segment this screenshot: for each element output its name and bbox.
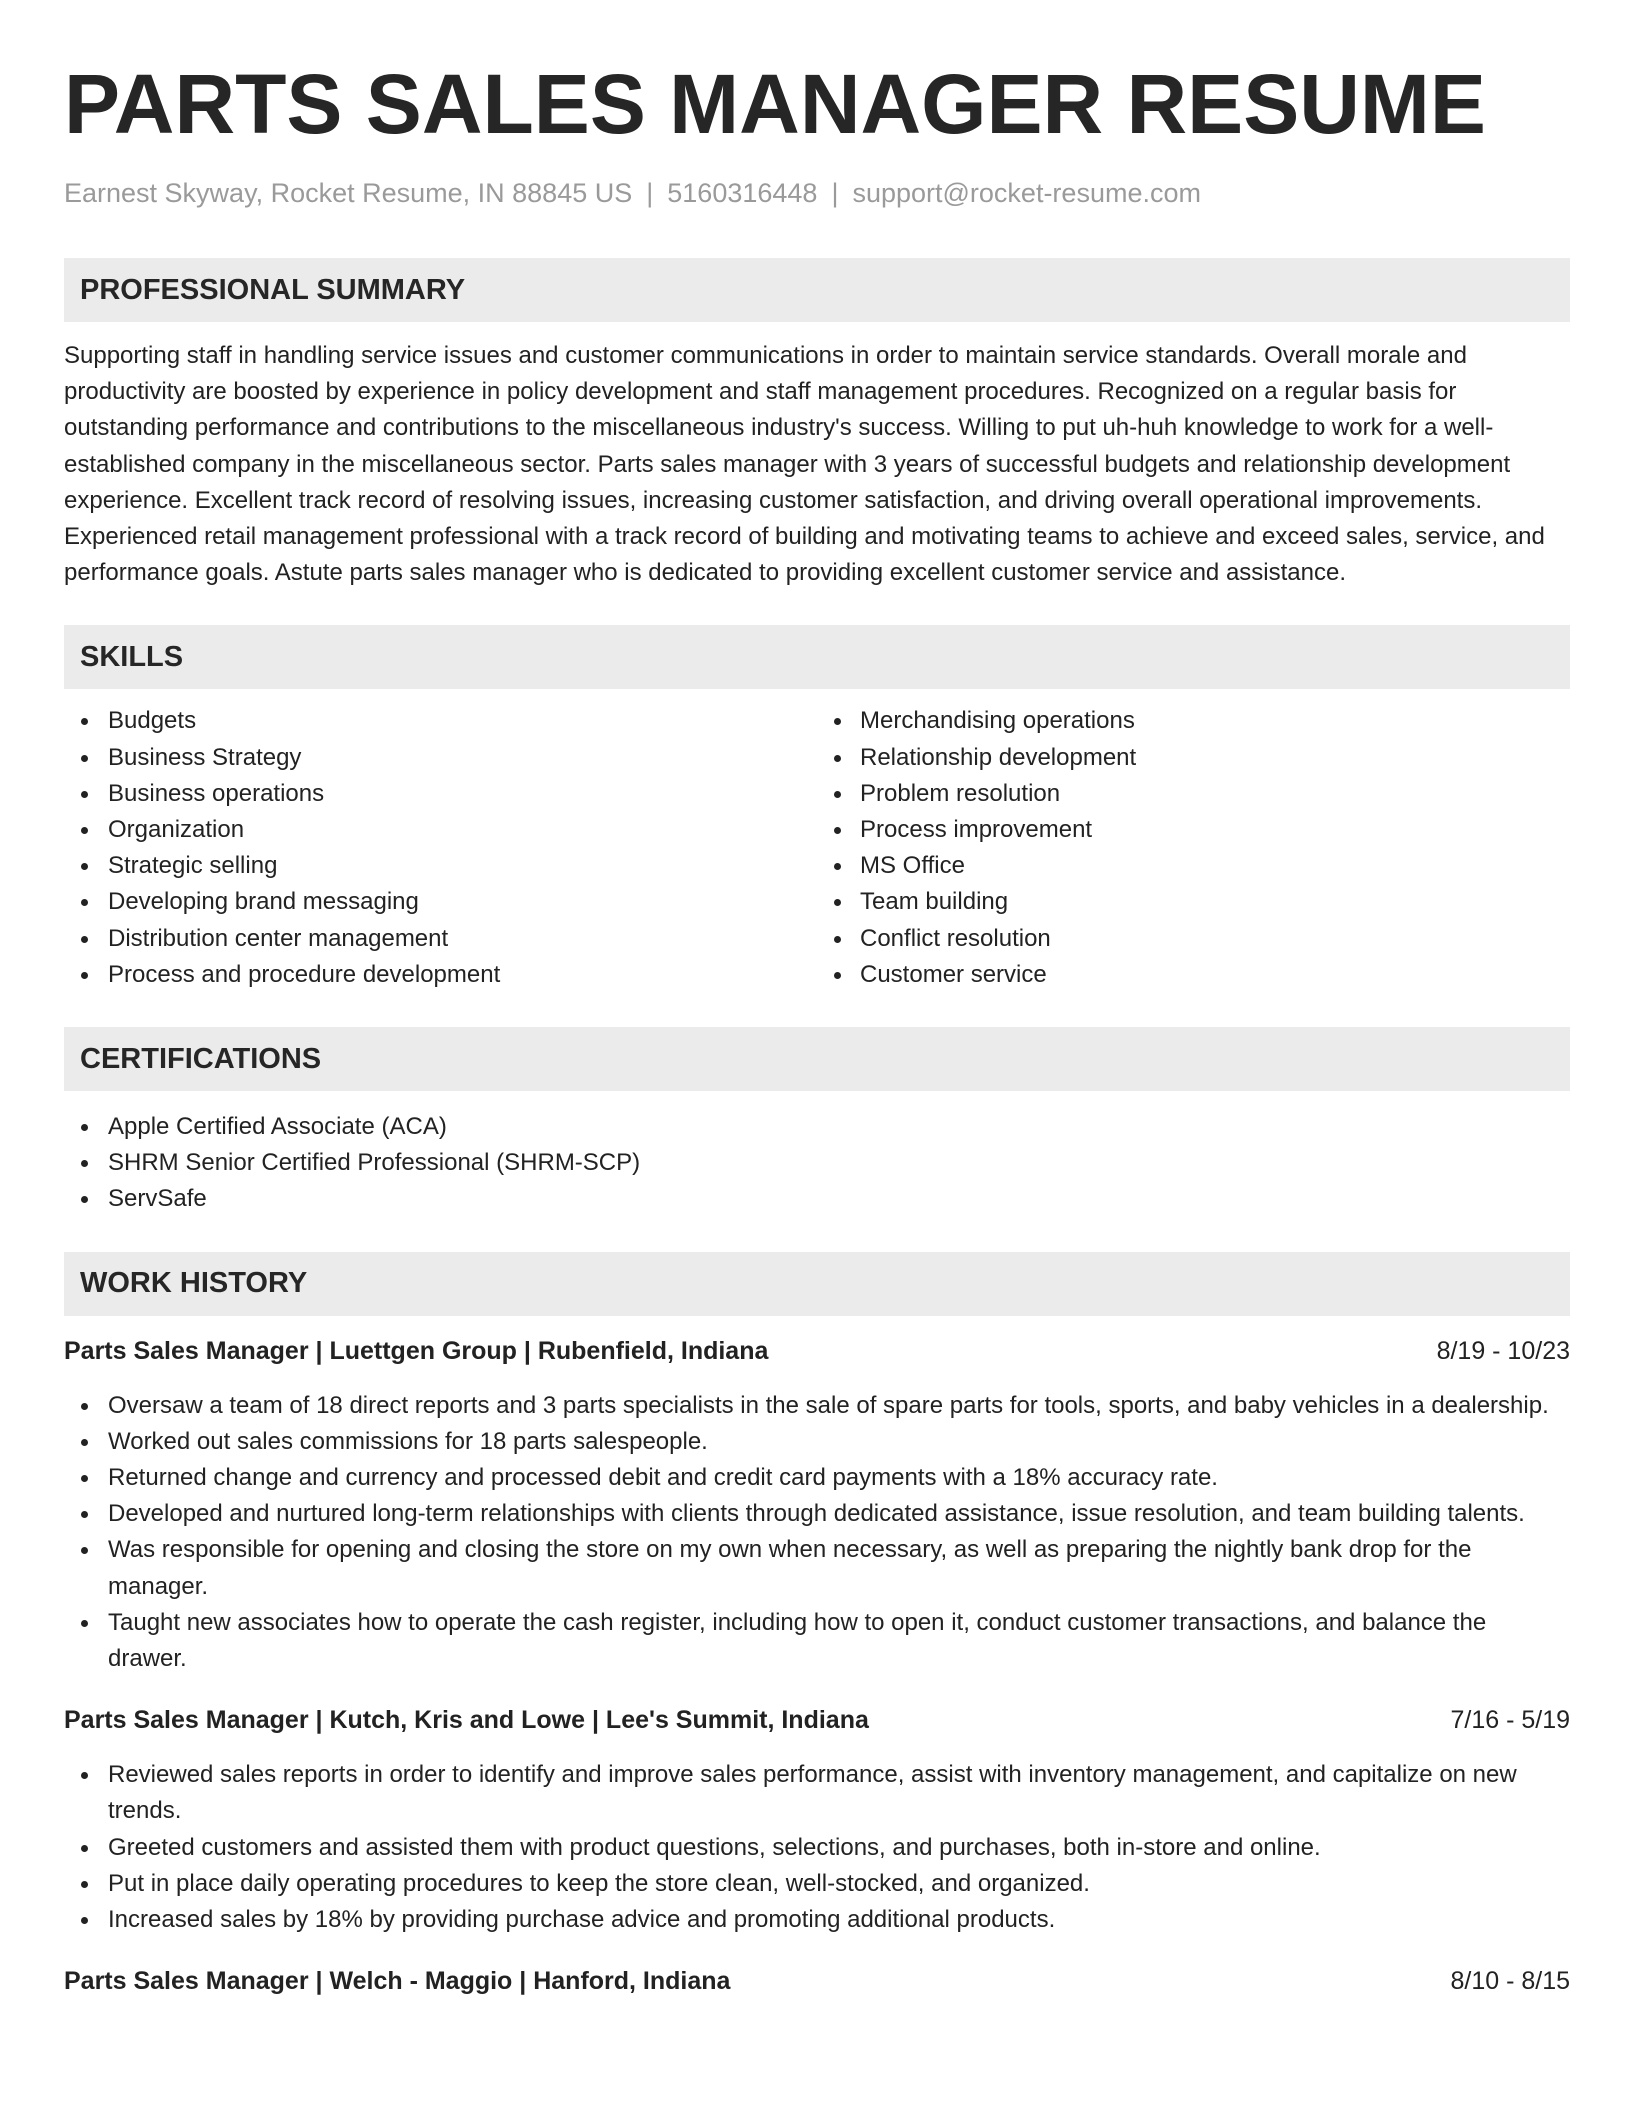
job-bullet: Taught new associates how to operate the cash register, including how to open it, conduct customer transactions, and balance the drawer. [64,1605,1570,1677]
certifications-list [64,1109,1570,1218]
job-bullet: Oversaw a team of 18 direct reports and 3 parts specialists in the sale of spare parts for tools, sports, and baby vehicles in a dealership. [64,1388,1570,1424]
contact-address: Earnest Skyway, Rocket Resume, IN 88845 US [64,178,633,208]
resume-title: PARTS SALES MANAGER RESUME [64,57,1486,151]
job-bullet: Increased sales by 18% by providing purchase advice and promoting additional products. [64,1902,1570,1938]
job-title: Parts Sales Manager | Welch - Maggio | Hanford, Indiana [64,1967,731,1996]
certification-item: ServSafe [64,1181,1570,1217]
contact-email: support@rocket-resume.com [852,178,1201,208]
certification-item: SHRM Senior Certified Professional (SHRM-SCP) [64,1145,1570,1181]
skill-item: Relationship development [817,740,1570,776]
job-bullet: Greeted customers and assisted them with product questions, selections, and purchases, both in-store and online. [64,1830,1570,1866]
skills-column-left [64,703,817,993]
resume-page [64,0,1570,1998]
skill-item: Customer service [817,957,1570,993]
job-header [64,1964,1570,1998]
work-history-heading: WORK HISTORY [64,1252,1570,1316]
job-bullet: Was responsible for opening and closing the store on my own when necessary, as well as preparing the nightly bank drop for the manager. [64,1532,1570,1604]
job-bullet: Put in place daily operating procedures to keep the store clean, well-stocked, and organized. [64,1866,1570,1902]
job-title: Parts Sales Manager | Luettgen Group | Rubenfield, Indiana [64,1336,769,1365]
skill-item: Merchandising operations [817,703,1570,739]
job-dates: 8/19 - 10/23 [1436,1336,1570,1365]
contact-phone: 5160316448 [667,178,818,208]
job-bullet: Reviewed sales reports in order to identify and improve sales performance, assist with inventory management, and capitalize on new trends. [64,1757,1570,1829]
job-title: Parts Sales Manager | Kutch, Kris and Lowe | Lee's Summit, Indiana [64,1706,869,1735]
skill-item: Strategic selling [64,848,817,884]
job-header [64,1334,1570,1368]
certifications-heading: CERTIFICATIONS [64,1027,1570,1091]
job-dates: 7/16 - 5/19 [1450,1706,1570,1735]
skill-item: Business operations [64,776,817,812]
contact-separator: | [831,178,839,208]
job-bullet: Worked out sales commissions for 18 parts salespeople. [64,1424,1570,1460]
skills-list [64,703,1570,993]
job-bullet: Developed and nurtured long-term relationships with clients through dedicated assistance, issue resolution, and team building talents. [64,1496,1570,1532]
skill-item: Process improvement [817,812,1570,848]
skill-item: Organization [64,812,817,848]
contact-separator: | [646,178,654,208]
skills-column-right [817,703,1570,993]
skill-item: Distribution center management [64,921,817,957]
skill-item: Problem resolution [817,776,1570,812]
skill-item: Process and procedure development [64,957,817,993]
skill-item: Developing brand messaging [64,884,817,920]
skill-item: Budgets [64,703,817,739]
skill-item: Conflict resolution [817,921,1570,957]
job-bullet: Returned change and currency and processed debit and credit card payments with a 18% accuracy rate. [64,1460,1570,1496]
summary-heading: PROFESSIONAL SUMMARY [64,258,1570,322]
skill-item: Team building [817,884,1570,920]
skill-item: Business Strategy [64,740,817,776]
job-bullets [64,1388,1570,1678]
job-header [64,1703,1570,1737]
job-bullets [64,1757,1570,1938]
contact-line [64,176,1570,210]
skill-item: MS Office [817,848,1570,884]
job-dates: 8/10 - 8/15 [1450,1967,1570,1996]
summary-text: Supporting staff in handling service issues and customer communications in order to maintain service standards. Overall morale and productivity are boosted by experience in policy development and staff management procedures. Recognized on a regular basis for outstanding performance and contributions to the miscellaneous industry's success. Willing to put uh-huh knowledge to work for a well-established company in the miscellaneous sector. Parts sales manager with 3 years of successful budgets and relationship development experience. Excellent track record of resolving issues, increasing customer satisfaction, and driving overall operational improvements. Experienced retail management professional with a track record of building and motivating teams to achieve and exceed sales, service, and performance goals. Astute parts sales manager who is dedicated to providing excellent customer service and assistance. [64,342,1545,587]
certification-item: Apple Certified Associate (ACA) [64,1109,1570,1145]
skills-heading: SKILLS [64,625,1570,689]
